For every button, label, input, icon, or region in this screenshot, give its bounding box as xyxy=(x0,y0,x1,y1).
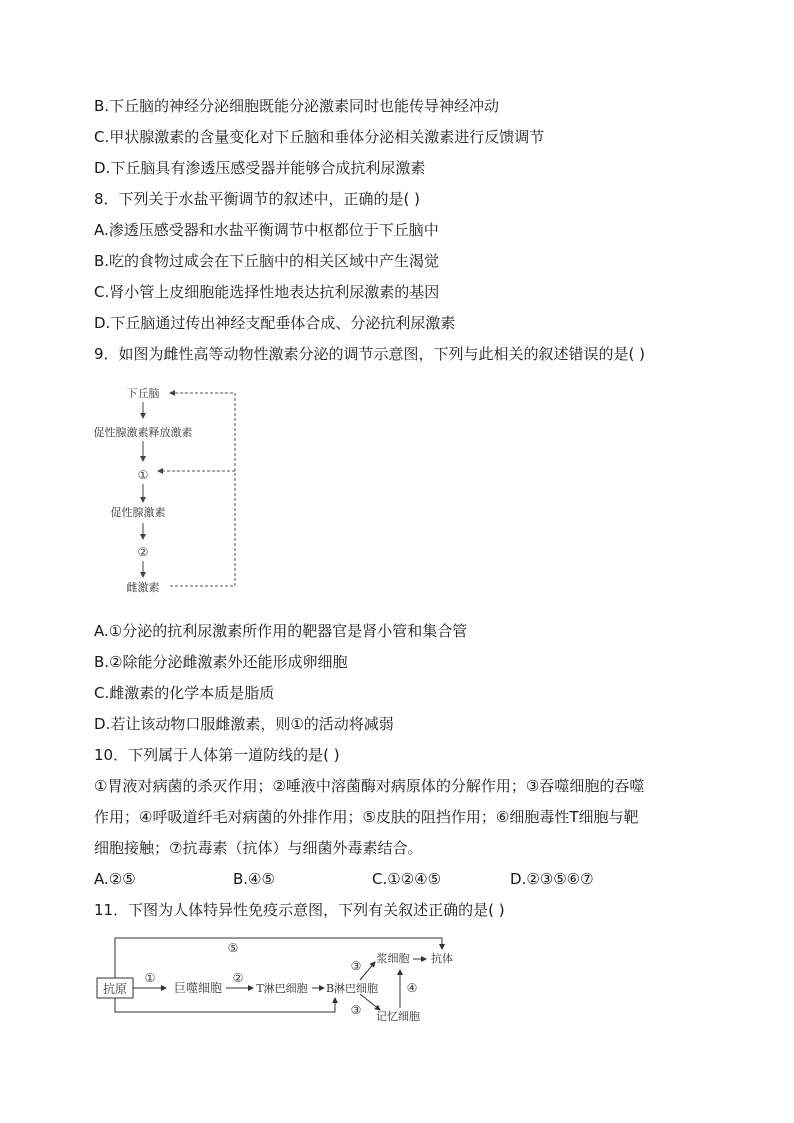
q10-body-line-3: 细胞接触；⑦抗毒素（抗体）与细菌外毒素结合。 xyxy=(94,839,423,857)
q10-option-a: A.②⑤ xyxy=(94,870,136,888)
q9-regulation-diagram xyxy=(90,378,250,610)
q11-step-3-lower: ③ xyxy=(350,1003,362,1017)
q9-option-a: A.①分泌的抗利尿激素所作用的靶器官是肾小管和集合管 xyxy=(94,622,468,640)
q10-body-line-2: 作用；④呼吸道纤毛对病菌的外排作用；⑤皮肤的阻挡作用；⑥细胞毒性T细胞与靶 xyxy=(94,808,639,826)
q11-antigen: 抗原 xyxy=(102,982,128,996)
q7-option-c: C.甲状腺激素的含量变化对下丘脑和垂体分泌相关激素进行反馈调节 xyxy=(94,128,545,146)
q11-bcell: B淋巴细胞 xyxy=(325,982,379,995)
q9-option-c: C.雌激素的化学本质是脂质 xyxy=(94,684,275,702)
q7-option-b: B.下丘脑的神经分泌细胞既能分泌激素同时也能传导神经冲动 xyxy=(94,97,500,115)
q9-option-b: B.②除能分泌雌激素外还能形成卵细胞 xyxy=(94,653,348,671)
q8-option-a: A.渗透压感受器和水盐平衡调节中枢都位于下丘脑中 xyxy=(94,221,439,239)
q11-plasma-cell: 浆细胞 xyxy=(376,952,410,965)
q11-step-3-upper: ③ xyxy=(350,959,362,973)
q11-tcell: T淋巴细胞 xyxy=(256,982,308,995)
q9-node-estrogen: 雌激素 xyxy=(126,581,160,594)
q11-macrophage: 巨噬细胞 xyxy=(173,981,223,995)
q9-node-gonadotropin: 促性腺激素 xyxy=(110,506,166,519)
q10-stem: 10．下列属于人体第一道防线的是( ) xyxy=(94,746,340,764)
q10-option-b: B.④⑤ xyxy=(233,870,275,888)
q11-arrow-3-lower xyxy=(360,994,380,1010)
q10-body-line-1: ①胃液对病菌的杀灭作用；②唾液中溶菌酶对病原体的分解作用；③吞噬细胞的吞噬 xyxy=(94,777,645,795)
q9-node-2: ② xyxy=(137,545,149,559)
q9-stem: 9．如图为雌性高等动物性激素分泌的调节示意图，下列与此相关的叙述错误的是( ) xyxy=(94,345,646,363)
q11-step-1: ① xyxy=(144,971,156,985)
q11-antibody: 抗体 xyxy=(431,952,453,965)
q11-arrow-3-upper xyxy=(360,962,375,980)
q8-option-b: B.吃的食物过咸会在下丘脑中的相关区域中产生渴觉 xyxy=(94,252,440,270)
q11-stem: 11．下图为人体特异性免疫示意图，下列有关叙述正确的是( ) xyxy=(94,901,505,919)
q9-feedback-to-hypothalamus xyxy=(170,393,235,586)
q10-option-c: C.①②④⑤ xyxy=(372,870,442,888)
q8-option-c: C.肾小管上皮细胞能选择性地表达抗利尿激素的基因 xyxy=(94,283,440,301)
q8-stem: 8．下列关于水盐平衡调节的叙述中，正确的是( ) xyxy=(94,190,421,208)
q11-memory-cell: 记忆细胞 xyxy=(376,1010,420,1023)
q7-option-d: D.下丘脑具有渗透压感受器并能够合成抗利尿激素 xyxy=(94,159,426,177)
q10-option-d: D.②③⑤⑥⑦ xyxy=(510,870,594,888)
q11-step-2: ② xyxy=(232,971,244,985)
q8-option-d: D.下丘脑通过传出神经支配垂体合成、分泌抗利尿激素 xyxy=(94,314,456,332)
q9-option-d: D.若让该动物口服雌激素，则①的活动将减弱 xyxy=(94,715,394,733)
q9-node-hypothalamus: 下丘脑 xyxy=(126,387,160,400)
q9-node-1: ① xyxy=(137,468,149,482)
q11-arrow-antigen-to-b xyxy=(115,998,335,1012)
q11-step-4: ④ xyxy=(406,981,418,995)
q11-immunity-diagram xyxy=(90,930,470,1030)
q9-node-gnrh: 促性腺激素释放激素 xyxy=(93,426,193,439)
q11-step-5: ⑤ xyxy=(227,941,239,955)
